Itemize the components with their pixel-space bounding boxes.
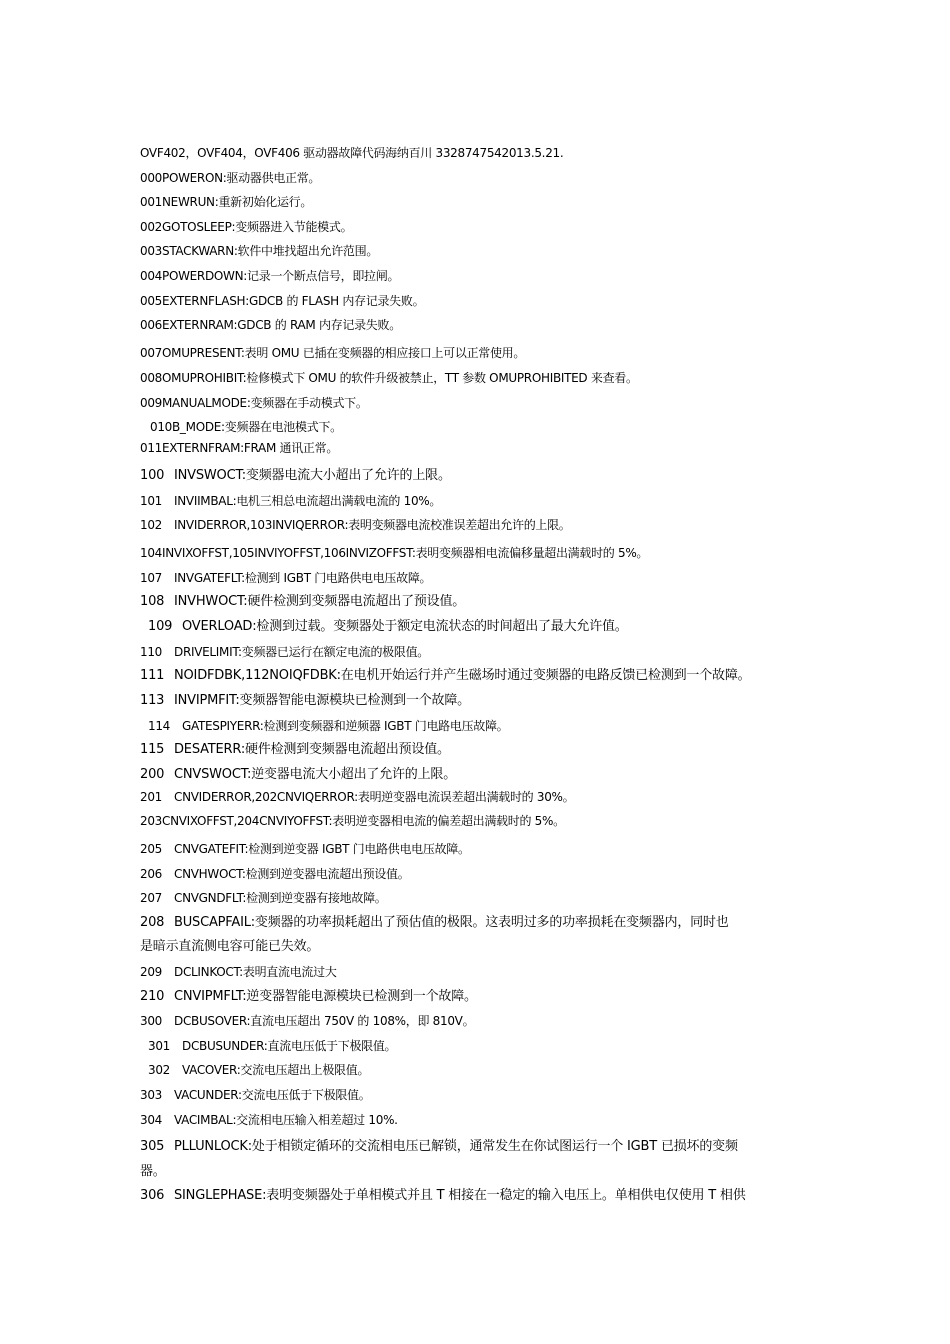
code-text: CNVSWOCT:逆变器电流大小超出了允许的上限。 <box>174 767 457 782</box>
code-line <box>148 719 508 733</box>
code-text: PLLUNLOCK:处于相锁定循环的交流相电压已解锁，通常发生在你试图运行一个 IGBT 已损坏的变频 <box>174 1139 738 1154</box>
code-line <box>140 814 565 828</box>
code-line <box>140 768 456 782</box>
code-line <box>140 790 574 804</box>
code-line-continuation <box>140 940 319 954</box>
code-line <box>140 743 450 757</box>
code-text: DCBUSUNDER:直流电压低于下极限值。 <box>182 1039 397 1053</box>
code-number: 208 <box>140 915 165 930</box>
code-number: 302 <box>148 1063 171 1077</box>
code-line <box>140 494 441 508</box>
text-line: 005EXTERNFLASH:GDCB 的 FLASH 内存记录失败。 <box>140 294 425 308</box>
code-text: VACIMBAL:交流相电压输入相差超过 10%. <box>174 1113 398 1127</box>
code-number: 303 <box>140 1088 163 1102</box>
code-text: DCLINKOCT:表明直流电流过大 <box>174 965 337 979</box>
code-line <box>140 518 571 532</box>
code-line <box>140 867 409 881</box>
code-number: 109 <box>148 619 173 634</box>
code-number: 304 <box>140 1113 163 1127</box>
code-line <box>148 1039 396 1053</box>
code-number: 206 <box>140 867 163 881</box>
code-line <box>140 1113 398 1127</box>
code-number: 110 <box>140 645 163 659</box>
code-number: 306 <box>140 1188 165 1203</box>
code-text: VACOVER:交流电压超出上极限值。 <box>182 1063 370 1077</box>
code-text: INVGATEFLT:检测到 IGBT 门电路供电电压故障。 <box>174 571 432 585</box>
code-text: DCBUSOVER:直流电压超出 750V 的 108%，即 810V。 <box>174 1014 475 1028</box>
code-number: 102 <box>140 518 163 532</box>
code-number: 207 <box>140 891 163 905</box>
code-text: 器。 <box>140 1164 166 1179</box>
code-line <box>140 645 429 659</box>
text-line: 001NEWRUN:重新初始化运行。 <box>140 195 313 209</box>
code-line <box>140 1140 738 1154</box>
code-line <box>140 546 648 560</box>
code-line <box>140 916 729 930</box>
code-line <box>140 1088 370 1102</box>
code-text: CNVGATEFIT:检测到逆变器 IGBT 门电路供电电压故障。 <box>174 842 470 856</box>
code-number: 111 <box>140 668 165 683</box>
code-number: 209 <box>140 965 163 979</box>
code-number: 100 <box>140 468 165 483</box>
text-line: 010B_MODE:变频器在电池模式下。 <box>150 420 342 434</box>
code-text: DRIVELIMIT:变频器已运行在额定电流的极限值。 <box>174 645 429 659</box>
text-line: 007OMUPRESENT:表明 OMU 已插在变频器的相应接口上可以正常使用。 <box>140 346 526 360</box>
code-text: CNVHWOCT:检测到逆变器电流超出预设值。 <box>174 867 410 881</box>
code-line <box>140 669 750 683</box>
code-text: GATESPIYERR:检测到变频器和逆频器 IGBT 门电路电压故障。 <box>182 719 509 733</box>
code-number: 201 <box>140 790 163 804</box>
code-text: CNVIPMFLT:逆变器智能电源模块已检测到一个故障。 <box>174 989 477 1004</box>
code-text: BUSCAPFAIL:变频器的功率损耗超出了预估值的极限。这表明过多的功率损耗在变频器内，同时也 <box>174 915 729 930</box>
code-line <box>148 1063 369 1077</box>
code-number: 108 <box>140 594 165 609</box>
text-line: 000POWERON:驱动器供电正常。 <box>140 171 321 185</box>
code-line <box>140 891 386 905</box>
text-line: 011EXTERNFRAM:FRAM 通讯正常。 <box>140 441 339 455</box>
code-text: SINGLEPHASE:表明变频器处于单相模式并且 T 相接在一稳定的输入电压上。单相供电仅使用 T 相供 <box>174 1188 746 1203</box>
code-line <box>140 965 337 979</box>
text-line: 006EXTERNRAM:GDCB 的 RAM 内存记录失败。 <box>140 318 401 332</box>
code-text: CNVGNDFLT:检测到逆变器有接地故障。 <box>174 891 387 905</box>
code-line <box>140 469 451 483</box>
code-number: 115 <box>140 742 165 757</box>
text-line: 008OMUPROHIBIT:检修模式下 OMU 的软件升级被禁止，TT 参数 OMUPROHIBITED 来查看。 <box>140 371 638 385</box>
code-text: CNVIDERROR,202CNVIQERROR:表明逆变器电流误差超出满载时的 30%。 <box>174 790 575 804</box>
code-number: 300 <box>140 1014 163 1028</box>
code-line <box>140 1189 746 1203</box>
code-line <box>140 1014 474 1028</box>
code-line <box>140 990 477 1004</box>
code-number: 205 <box>140 842 163 856</box>
code-number: 305 <box>140 1139 165 1154</box>
code-number: 210 <box>140 989 165 1004</box>
code-text: OVERLOAD:检测到过载。变频器处于额定电流状态的时间超出了最大允许值。 <box>182 619 628 634</box>
code-line <box>148 620 628 634</box>
text-line: 009MANUALMODE:变频器在手动模式下。 <box>140 396 368 410</box>
code-number: 301 <box>148 1039 171 1053</box>
text-line: 003STACKWARN:软件中堆找超出允许范围。 <box>140 244 379 258</box>
code-text: 203CNVIXOFFST,204CNVIYOFFST:表明逆变器相电流的偏差超出满载时的 5%。 <box>140 814 565 828</box>
code-text: 104INVIXOFFST,105INVIYOFFST,106INVIZOFFST:表明变频器相电流偏移量超出满载时的 5%。 <box>140 546 649 560</box>
code-line <box>140 694 470 708</box>
code-text: INVIDERROR,103INVIQERROR:表明变频器电流校准误差超出允许的上限。 <box>174 518 571 532</box>
code-text: VACUNDER:交流电压低于下极限值。 <box>174 1088 371 1102</box>
code-text: INVHWOCT:硬件检测到变频器电流超出了预设值。 <box>174 594 466 609</box>
code-number: 114 <box>148 719 171 733</box>
code-text: 是暗示直流侧电容可能已失效。 <box>140 939 320 954</box>
code-line <box>140 571 431 585</box>
code-text: NOIDFDBK,112NOIQFDBK:在电机开始运行并产生磁场时通过变频器的电路反馈已检测到一个故障。 <box>174 668 751 683</box>
text-line: 002GOTOSLEEP:变频器进入节能模式。 <box>140 220 353 234</box>
code-line <box>140 595 465 609</box>
code-text: INVIPMFIT:变频器智能电源模块已检测到一个故障。 <box>174 693 470 708</box>
code-number: 101 <box>140 494 163 508</box>
code-number: 200 <box>140 767 165 782</box>
text-line: 004POWERDOWN:记录一个断点信号，即拉闸。 <box>140 269 400 283</box>
code-text: DESATERR:硬件检测到变频器电流超出预设值。 <box>174 742 450 757</box>
code-line <box>140 842 470 856</box>
code-number: 107 <box>140 571 163 585</box>
document-title: OVF402，OVF404，OVF406 驱动器故障代码海纳百川 3328747542013.5.21. <box>140 146 564 160</box>
code-text: INVSWOCT:变频器电流大小超出了允许的上限。 <box>174 468 451 483</box>
code-number: 113 <box>140 693 165 708</box>
code-text: INVIIMBAL:电机三相总电流超出满载电流的 10%。 <box>174 494 442 508</box>
code-line-continuation <box>140 1165 166 1179</box>
